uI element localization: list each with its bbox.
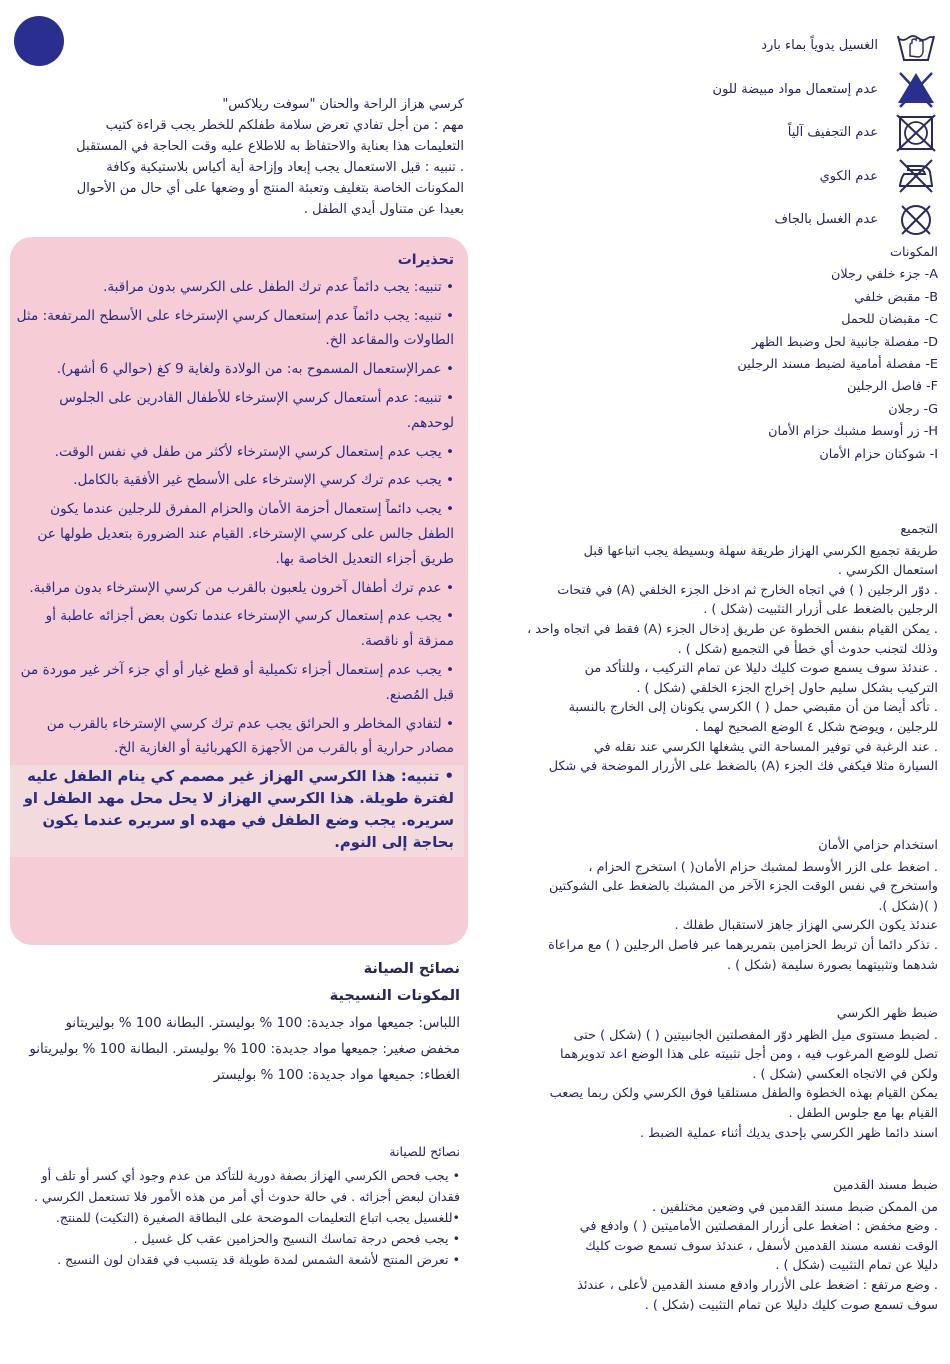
footrest-title: ضبط مسند القدمين: [833, 1178, 938, 1193]
warnings-title: تحذيرات: [397, 252, 454, 268]
part-item: H- زر أوسط مشبك حزام الأمان: [768, 424, 938, 440]
assembly-section: [498, 520, 938, 777]
tips-block: [20, 1141, 460, 1270]
care-row: [518, 155, 938, 199]
warning-item: • يجب عدم إستعمال أجزاء تكميلية أو قطع غيار أو أي جزء آخر غير موردة من قبل المُصنع.: [20, 661, 454, 703]
care-label: عدم الغسل بالجاف: [774, 212, 878, 228]
harness-line: واستخرج في نفس الوقت الجزء الآخر من المشبك بالضغط على الشوكتين: [549, 879, 938, 895]
assembly-line: التركيب بشكل سليم حاول إخراج الجزء الخلفي (شكل ) .: [636, 680, 938, 696]
warning-item: • يجب دائماً إستعمال أحزمة الأمان والحزام المفرق للرجلين عندما يكون الطفل جالس على كرسي الإسترخاء. القيام عند الضرورة بتعديل طولها عن طريق أجزاء التعديل الخاصة بها.: [37, 501, 454, 567]
warning-item: • تنبيه: يجب دائماً عدم إستعمال كرسي الإسترخاء على الأسطح المرتفعة: مثل الطاولات والمقاعد الخ.: [16, 307, 454, 349]
maintenance-line: اللباس: جميعها مواد جديدة: 100 % بوليستر. البطانة 100 % بوليريتانو: [65, 1015, 460, 1031]
harness-line: . تذكر دائما أن تربط الحزامين بتمريرهما عبر فاصل الرجلين ( ) مع مراعاة: [548, 937, 938, 953]
harness-section: [498, 836, 938, 975]
warning-item: • يجب عدم إستعمال كرسي الإسترخاء عندما تكون بعض أجزائه عاطبة أو ممزقة أو ناقصة.: [45, 608, 454, 650]
no-tumble-dry-icon: [894, 113, 938, 153]
intro-block: [20, 94, 464, 220]
product-title: كرسي هزاز الراحة والحنان "سوفت ريلاكس": [222, 97, 464, 112]
tips-title: نصائح للصيانة: [389, 1144, 460, 1159]
maintenance-subtitle: المكونات النسيجية: [329, 988, 460, 1004]
assembly-line: . عندئذ سوف يسمع صوت كليك دليلا عن تمام التركيب ، وللتأكد من: [584, 661, 938, 677]
intro-line: بعيدا عن متناول أيدي الطفل .: [303, 202, 464, 217]
assembly-title: التجميع: [900, 522, 938, 537]
backrest-line: القيام بها مع جلوس الطفل .: [788, 1105, 938, 1121]
brand-dot: [14, 16, 64, 66]
care-symbols: [518, 24, 938, 242]
tip-item: • يجب فحص درجة تماسك النسيج والحزامين عقب كل غسيل .: [133, 1231, 460, 1246]
part-item: F- فاصل الرجلين: [847, 379, 938, 395]
warning-item: • لتفادي المخاطر و الحرائق يجب عدم ترك كرسي الإسترخاء بالقرب من مصادر حرارية أو بالقرب من الأجهزة الكهربائية أو الغازية الخ.: [46, 715, 454, 757]
warning-item: • يجب عدم ترك كرسي الإسترخاء على الأسطح غير الأفقية بالكامل.: [73, 472, 454, 489]
care-row: [518, 111, 938, 155]
footrest-line: سوف تسمع صوت كليك دليلا عن تمام التثبيت (شكل ) .: [644, 1297, 938, 1313]
care-row: [518, 198, 938, 242]
intro-line: التعليمات هذا بعناية والاحتفاظ به للاطلاع عليه وقت الحاجة في المستقبل: [76, 139, 464, 154]
assembly-line: طريقة تجميع الكرسي الهزاز طريقة سهلة وبسيطة يجب اتباعها قبل: [583, 543, 938, 559]
part-item: G- رجلان: [888, 401, 938, 417]
harness-line: ( )(شكل ).: [878, 898, 938, 914]
parts-title: المكونات: [889, 245, 938, 260]
footrest-section: [498, 1176, 938, 1315]
footrest-line: . وضع مرتفع : اضغط على الأزرار وادفع مسند القدمين لأعلى ، عندئذ: [577, 1277, 938, 1293]
backrest-section: [498, 1004, 938, 1143]
backrest-title: ضبط ظهر الكرسي: [836, 1006, 938, 1021]
maintenance-block: [20, 956, 460, 1088]
no-bleach-icon: [894, 69, 938, 109]
care-row: [518, 24, 938, 68]
footrest-line: الوقت نفسه مسند القدمين لأسفل ، عندئذ سوف تسمع صوت كليك: [585, 1238, 938, 1254]
warnings-content: [10, 248, 454, 861]
warning-item: • تنبيه: يجب دائماً عدم ترك الطفل على الكرسي بدون مراقبة.: [103, 278, 454, 295]
part-item: C- مقبضان للحمل: [841, 312, 938, 328]
hand-wash-icon: [894, 26, 938, 66]
assembly-line: . يمكن القيام بنفس الخطوة عن طريق إدخال الجزء (A) فقط في اتجاه واحد ،: [527, 621, 938, 637]
assembly-line: . دوّر الرجلين ( ) في اتجاه الخارج ثم ادخل الجزء الخلفي (A) في فتحات: [557, 582, 938, 598]
warning-item: • تنبيه: عدم أستعمال كرسي الإسترخاء للأطفال القادرين على الجلوس لوحدهم.: [59, 389, 454, 431]
part-item: B- مقبض خلفي: [854, 289, 938, 305]
maintenance-title: نصائح الصيانة: [363, 961, 460, 977]
intro-line: مهم : من أجل تفادي تعرض سلامة طفلكم للخطر يجب قراءة كتيب: [105, 118, 464, 133]
footrest-line: من الممكن ضبط مسند القدمين في وضعين مختلفين .: [652, 1199, 938, 1215]
assembly-line: وذلك لتجنب حدوث أي خطأ في التجميع (شكل ) .: [677, 641, 938, 657]
footrest-line: . وضع مخفض : اضغط على أزرار المفصلتين الأماميتين ( ) وادفع في: [579, 1219, 938, 1235]
parts-list: [518, 242, 938, 466]
warning-sleep-note: • تنبيه: هذا الكرسي الهزاز غير مصمم كي ينام الطفل عليه لفترة طويلة. هذا الكرسي الهزاز لا يحل محل مهد الطفل او سريره. يجب وضع الطفل في مهده او سريره عندما يكون بحاجة إلى النوم.: [10, 765, 464, 857]
tip-item: • تعرض المنتج لأشعة الشمس لمدة طويلة قد يتسبب في فقدان لون النسيج .: [57, 1252, 460, 1267]
care-row: [518, 68, 938, 112]
assembly-line: للرجلين ، ويوضح شكل ٤ الوضع الصحيح لهما .: [694, 719, 938, 735]
harness-line: شدهما وتثبيتهما بصورة سليمة (شكل ) .: [726, 957, 938, 973]
assembly-line: . عند الرغبة في توفير المساحة التي يشغلها الكرسي عند نقله في: [593, 739, 938, 755]
backrest-line: تصل للوضع المرغوب فيه ، ومن أجل تثبيته على هذا الوضع اعد تدويرهما: [560, 1047, 938, 1063]
assembly-line: استعمال الكرسي .: [837, 563, 938, 579]
backrest-line: . لضبط مستوى ميل الظهر دوّر المفصلتين الجانبيتين ( ) (شكل ) حتى: [573, 1027, 938, 1043]
harness-line: عندئذ يكون الكرسي الهزاز جاهز لاستقبال طفلك .: [674, 918, 938, 934]
care-label: عدم الكوي: [819, 168, 878, 184]
backrest-line: اسند دائما ظهر الكرسي بإحدى يديك أثناء عملية الضبط .: [640, 1125, 938, 1141]
care-label: عدم إستعمال مواد مبيضة للون: [712, 81, 878, 97]
part-item: D- مفصلة جانبية لحل وضبط الظهر: [751, 334, 938, 350]
warning-item: • يجب عدم إستعمال كرسي الإسترخاء لأكثر من طفل في نفس الوقت.: [54, 443, 454, 460]
part-item: A- جزء خلفي رجلان: [831, 267, 938, 283]
backrest-line: ولكن في الاتجاه العكسي (شكل ) .: [752, 1066, 938, 1082]
tip-item: •للغسيل يجب اتباع التعليمات الموضحة على البطاقة الصغيرة (التكيت) للمنتج.: [55, 1210, 460, 1225]
assembly-line: . تأكد أيضا من أن مقبضي حمل ( ) الكرسي يكونان إلى الخارج بالنسبة: [568, 700, 938, 716]
no-iron-icon: [894, 156, 938, 196]
harness-line: . اضغط على الزر الأوسط لمشبك حزام الأمان( ) استخرج الحزام ،: [588, 859, 938, 875]
intro-line: المكونات الخاصة بتغليف وتعبئة المنتج أو وضعها على أي حال من الأحوال: [76, 181, 464, 196]
part-item: E- مفصلة أمامية لضبط مسند الرجلين: [737, 357, 938, 373]
care-label: الغسيل يدوياً بماء بارد: [761, 38, 878, 54]
intro-line: . تنبيه : قبل الاستعمال يجب إبعاد وإزاحة أية أكياس بلاستيكية وكافة: [106, 160, 464, 175]
harness-title: استخدام حزامي الأمان: [818, 838, 938, 853]
assembly-line: الرجلين بالضغط على أزرار التثبيت (شكل ) .: [703, 602, 938, 618]
assembly-line: السيارة مثلا فيكفي فك الجزء (A) بالضغط على الأزرار الموضحة في شكل: [548, 759, 938, 775]
care-label: عدم التجفيف آلياً: [787, 125, 878, 141]
footrest-line: دليلا عن تمام التثبيت (شكل ) .: [775, 1258, 938, 1274]
part-item: I- شوكتان حزام الأمان: [819, 446, 938, 462]
warning-item: • عمرالإستعمال المسموح به: من الولادة ولغاية 9 كغ (حوالي 6 أشهر).: [56, 361, 454, 378]
no-dry-clean-icon: [894, 200, 938, 240]
tip-item: • يجب فحص الكرسي الهزاز بصفة دورية للتأكد من عدم وجود أي كسر أو تلف أو فقدان لبعض أجزائه . في حالة حدوث أي أمر من هذه الأمور فلا تستعمل الكرسي .: [34, 1168, 460, 1204]
backrest-line: يمكن القيام بهذه الخطوة والطفل مستلقيا فوق الكرسي ولكن ربما يصعب: [549, 1086, 938, 1102]
maintenance-line: مخفض صغير: جميعها مواد جديدة: 100 % بوليستر. البطانة 100 % بوليريتانو الغطاء: جميعها مواد جديدة: 100 % بوليستر: [29, 1041, 460, 1083]
warning-item: • عدم ترك أطفال آخرون يلعبون بالقرب من كرسي الإسترخاء بدون مراقبة.: [29, 579, 454, 596]
